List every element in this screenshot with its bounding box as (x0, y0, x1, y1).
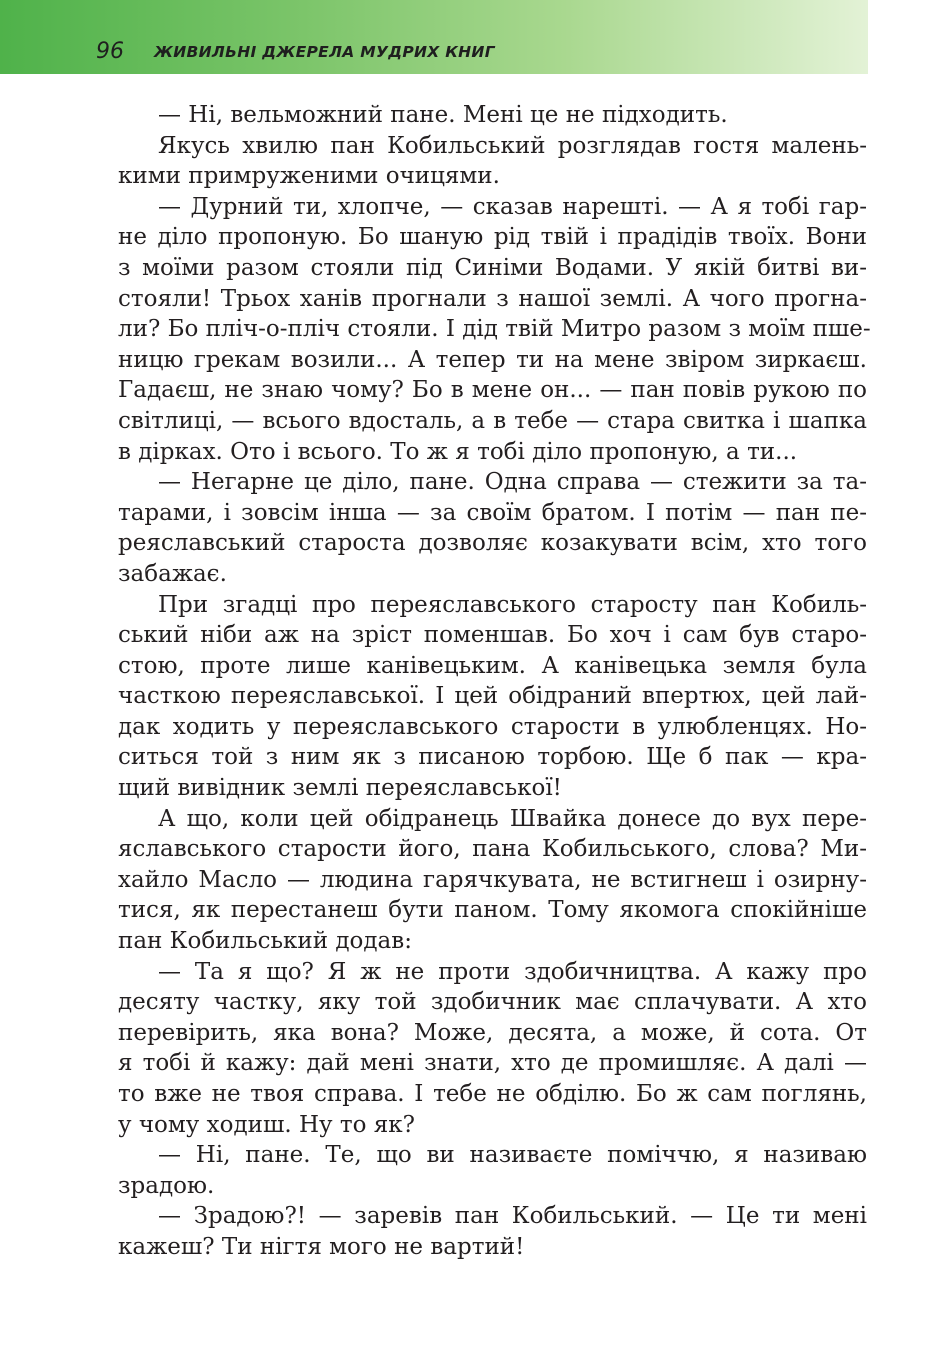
text-line: стояли! Трьох ханів прогнали з нашої землі. А чого прогна- (118, 285, 867, 312)
text-line: стою, проте лише канівецьким. А канівецька земля була (118, 652, 867, 679)
text-line: Якусь хвилю пан Кобильський розглядав гостя малень- (158, 132, 867, 159)
page-number: 96 (96, 39, 124, 64)
text-line: щий вивідник землі переяславської! (118, 775, 562, 802)
text-line: хайло Масло — людина гарячкувата, не встигнеш і озирну- (118, 866, 867, 893)
text-line: я тобі й кажу: дай мені знати, хто де промишляє. А далі — (118, 1050, 867, 1077)
running-title: ЖИВИЛЬНІ ДЖЕРЕЛА МУДРИХ КНИГ (154, 43, 495, 61)
paragraph (118, 192, 871, 467)
text-line: ницю грекам возили... А тепер ти на мене звіром зиркаєш. (118, 346, 867, 373)
paragraph (118, 100, 867, 131)
text-line: кими примруженими очицями. (118, 163, 500, 190)
text-line: в дірках. Ото і всього. То ж я тобі діло пропоную, а ти... (118, 438, 798, 465)
paragraph (118, 590, 867, 804)
paragraph (118, 131, 867, 192)
text-line: — Та я що? Я ж не проти здобичництва. А кажу про (158, 958, 867, 985)
text-line: перевірить, яка вона? Може, десята, а може, й сота. От (118, 1019, 867, 1046)
text-line: часткою переяславської. І цей обідраний впертюх, цей лай- (118, 683, 867, 710)
paragraph (118, 1140, 867, 1201)
text-line: Гадаєш, не знаю чому? Бо в мене он... — пан повів рукою по (118, 377, 867, 404)
text-line: зрадою. (118, 1172, 215, 1199)
text-line: не діло пропоную. Бо шаную рід твій і прадідів твоїх. Вони (118, 224, 867, 251)
text-line: — Ні, вельможний пане. Мені це не підходить. (158, 102, 728, 128)
text-line: світлиці, — всього вдосталь, а в тебе — стара свитка і шапка (118, 407, 867, 434)
text-line: кажеш? Ти нігтя мого не вартий! (118, 1233, 525, 1260)
text-line: — Ні, пане. Те, що ви називаєте поміччю, я називаю (158, 1142, 867, 1169)
text-line: При згадці про переяславського старосту пан Кобиль- (158, 591, 867, 618)
text-line: забажає. (118, 560, 227, 587)
paragraph (118, 1201, 867, 1262)
body-text (118, 100, 871, 1263)
text-line: ли? Бо пліч-о-пліч стояли. І дід твій Митро разом з моїм пше- (118, 316, 871, 343)
text-line: — Зрадою?! — заревів пан Кобильський. — Це ти мені (158, 1203, 867, 1230)
text-line: реяславський староста дозволяє козакувати всім, хто того (118, 530, 867, 557)
text-line: дак ходить у переяславського старости в улюбленцях. Но- (118, 713, 867, 740)
paragraph (118, 467, 867, 589)
paragraph (118, 804, 867, 957)
text-line: то вже не твоя справа. І тебе не обділю. Бо ж сам поглянь, (118, 1081, 867, 1107)
text-line: тися, як перестанеш бути паном. Тому якомога спокійніше (118, 897, 867, 924)
text-line: — Дурний ти, хлопче, — сказав нарешті. — А я тобі гар- (158, 193, 867, 220)
text-line: ський ніби аж на зріст поменшав. Бо хоч і сам був старо- (118, 622, 867, 649)
text-line: пан Кобильський додав: (118, 928, 412, 955)
text-line: тарами, і зовсім інша — за своїм братом. І потім — пан пе- (118, 499, 867, 526)
text-line: яславського старости його, пана Кобильського, слова? Ми- (118, 836, 867, 863)
text-line: ситься той з ним як з писаною торбою. Ще б пак — кра- (118, 744, 867, 771)
text-line: з моїми разом стояли під Синіми Водами. У якій битві ви- (118, 254, 867, 281)
text-line: у чому ходиш. Ну то як? (118, 1111, 415, 1138)
text-line: А що, коли цей обідранець Швайка донесе до вух пере- (158, 805, 867, 832)
text-line: — Негарне це діло, пане. Одна справа — стежити за та- (158, 469, 867, 496)
paragraph (118, 957, 867, 1141)
text-line: десяту частку, яку той здобичник має сплачувати. А хто (118, 989, 867, 1016)
